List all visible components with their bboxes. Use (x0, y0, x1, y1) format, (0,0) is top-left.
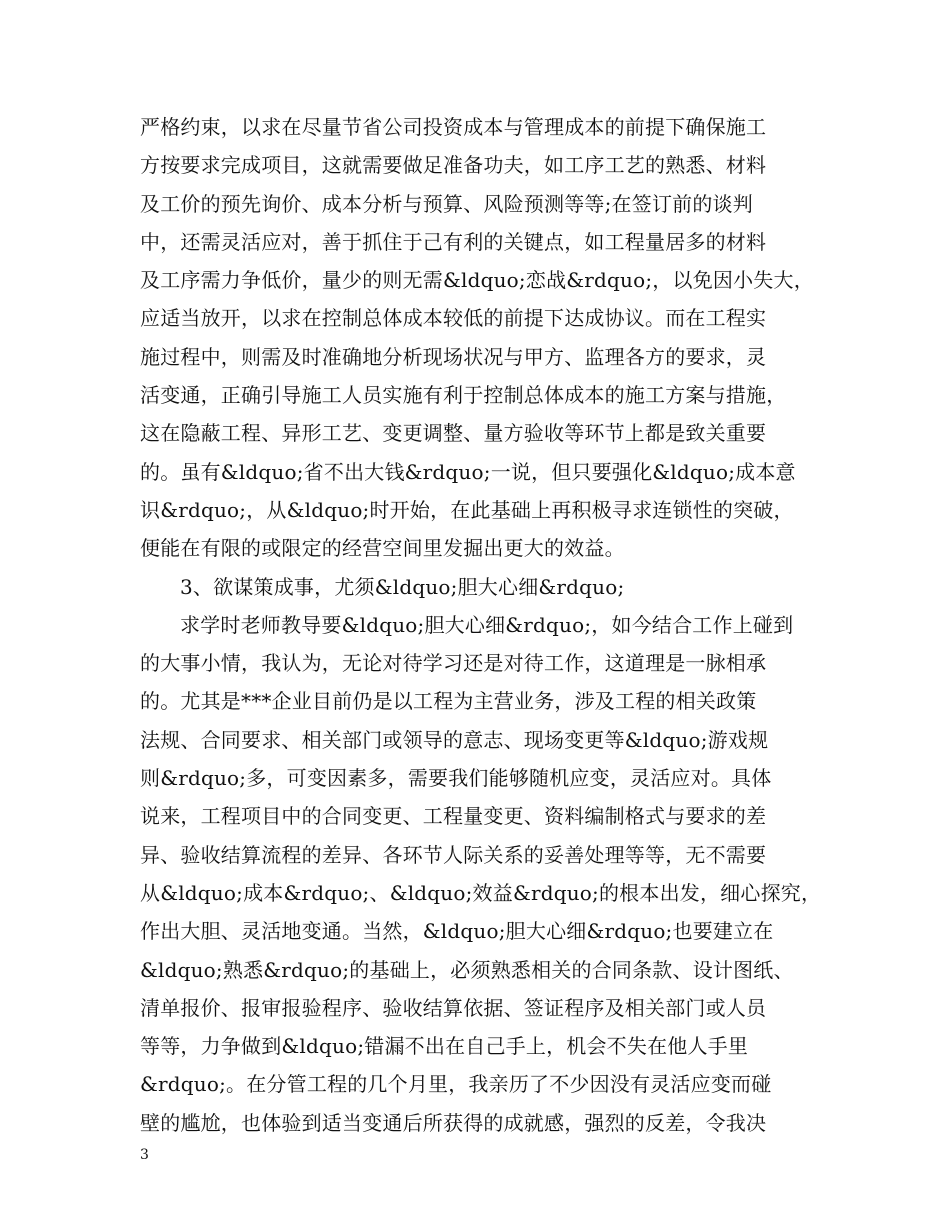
text-line: &rdquo;。在分管工程的几个月里，我亲历了不少因没有灵活应变而碰 (140, 1072, 772, 1097)
text-line: 异、验收结算流程的差异、各环节人际关系的妥善处理等等，无不需要 (140, 842, 767, 867)
text-line: 及工序需力争低价，量少的则无需&ldquo;恋战&rdquo;，以免因小失大， (140, 268, 814, 293)
text-line: 则&rdquo;多，可变因素多，需要我们能够随机应变，灵活应对。具体 (140, 766, 772, 791)
text-line: 的大事小情，我认为，无论对待学习还是对待工作，这道理是一脉相承 (140, 651, 767, 676)
text-line: 方按要求完成项目，这就需要做足准备功夫，如工序工艺的熟悉、材料 (140, 153, 767, 178)
text-line: 中，还需灵活应对，善于抓住于己有利的关键点，如工程量居多的材料 (140, 229, 767, 254)
page-number: 3 (140, 1147, 149, 1163)
section-heading: 3、欲谋策成事，尤须&ldquo;胆大心细&rdquo; (180, 574, 625, 599)
text-line: 识&rdquo;，从&ldquo;时开始，在此基础上再积极寻求连锁性的突破， (140, 497, 794, 522)
text-line: 求学时老师教导要&ldquo;胆大心细&rdquo;，如今结合工作上碰到 (180, 612, 794, 637)
text-line: 等等，力争做到&ldquo;错漏不出在自己手上，机会不失在他人手里 (140, 1034, 749, 1059)
text-line: 壁的尴尬，也体验到适当变通后所获得的成就感，强烈的反差，令我决 (140, 1110, 767, 1135)
text-line: 及工价的预先询价、成本分析与预算、风险预测等等;在签订前的谈判 (140, 191, 753, 216)
text-line: 应适当放开，以求在控制总体成本较低的前提下达成协议。而在工程实 (140, 306, 767, 331)
text-line: 说来，工程项目中的合同变更、工程量变更、资料编制格式与要求的差 (140, 804, 767, 829)
text-line: 施过程中，则需及时准确地分析现场状况与甲方、监理各方的要求，灵 (140, 344, 767, 369)
text-line: 这在隐蔽工程、异形工艺、变更调整、量方验收等环节上都是致关重要 (140, 421, 767, 446)
text-line: 清单报价、报审报验程序、验收结算依据、签证程序及相关部门或人员 (140, 995, 767, 1020)
text-line: 法规、合同要求、相关部门或领导的意志、现场变更等&ldquo;游戏规 (140, 727, 769, 752)
text-line: 作出大胆、灵活地变通。当然，&ldquo;胆大心细&rdquo;也要建立在 (140, 919, 774, 944)
text-line: 的。虽有&ldquo;省不出大钱&rdquo;一说，但只要强化&ldquo;成本意 (140, 459, 796, 484)
text-line: 从&ldquo;成本&rdquo;、&ldquo;效益&rdquo;的根本出发，细心探究， (140, 880, 822, 905)
text-line: 严格约束，以求在尽量节省公司投资成本与管理成本的前提下确保施工 (140, 115, 767, 139)
text-line: 活变通，正确引导施工人员实施有利于控制总体成本的施工方案与措施， (140, 383, 787, 408)
text-line: 便能在有限的或限定的经营空间里发掘出更大的效益。 (140, 536, 625, 561)
text-line: 的。尤其是***企业目前仍是以工程为主营业务，涉及工程的相关政策 (140, 689, 757, 714)
body-text (140, 108, 820, 1142)
text-line: &ldquo;熟悉&rdquo;的基础上，必须熟悉相关的合同条款、设计图纸、 (140, 957, 794, 982)
